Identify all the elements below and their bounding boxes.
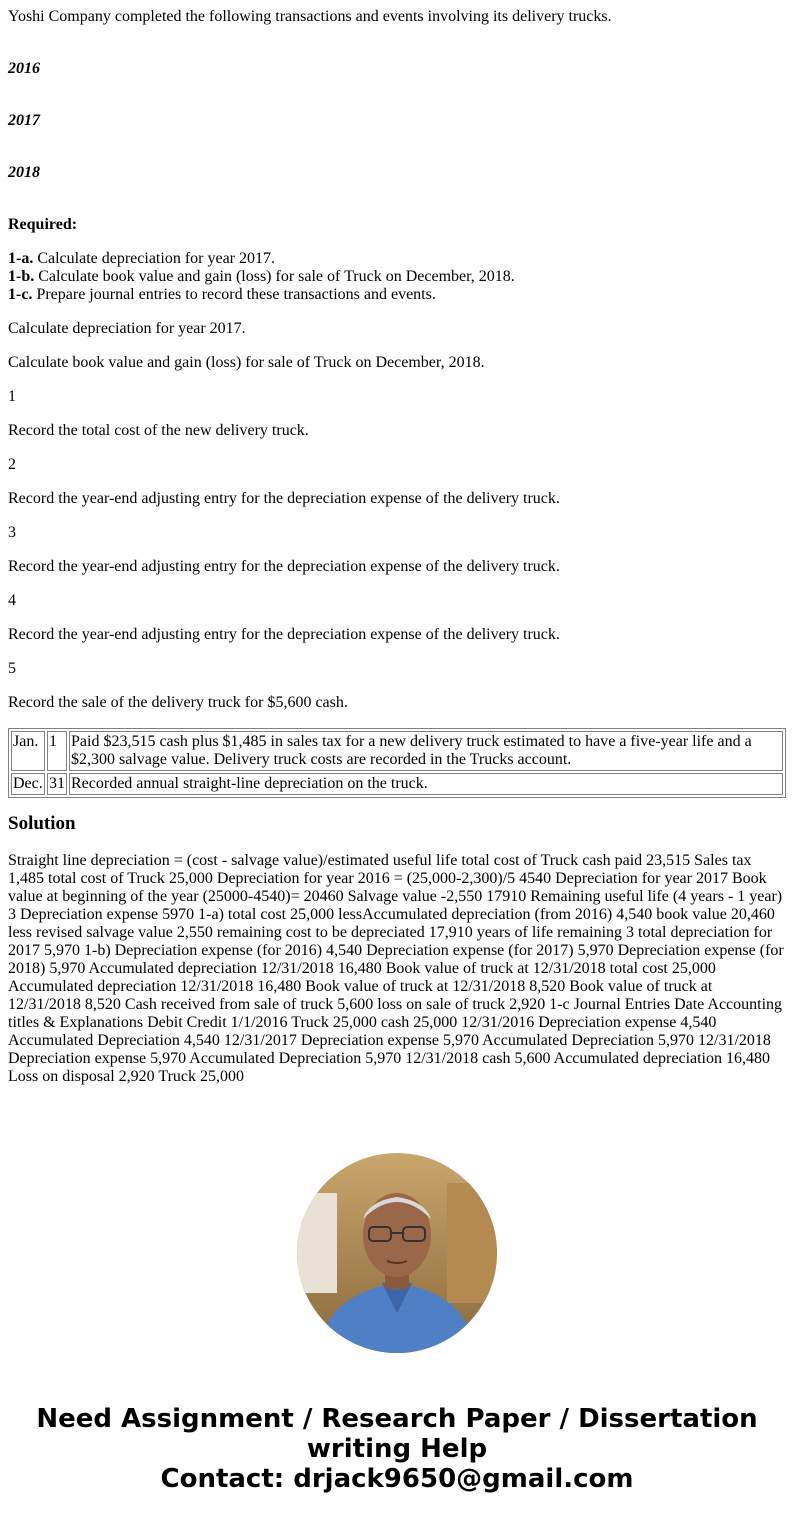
- year-2016: 2016: [8, 60, 40, 77]
- entry-instruction: Record the year-end adjusting entry for the depreciation expense of the delivery truck.: [8, 490, 560, 507]
- entry-number: 3: [8, 524, 16, 541]
- author-photo: [297, 1153, 497, 1353]
- transaction-day: 31: [47, 773, 67, 795]
- requirement-key: 1-b.: [8, 268, 35, 285]
- requirement-item: [8, 250, 515, 268]
- requirement-text: Prepare journal entries to record these transactions and events.: [32, 286, 436, 303]
- transaction-month: Jan.: [11, 731, 45, 771]
- year-2017: 2017: [8, 112, 40, 129]
- transaction-month: Dec.: [11, 773, 45, 795]
- table-row: [11, 773, 783, 795]
- promo-help-text: Need Assignment / Research Paper / Dissertation writing Help: [36, 1404, 758, 1464]
- requirements-list: [8, 250, 515, 304]
- entry-instruction: Record the total cost of the new delivery truck.: [8, 422, 309, 439]
- table-row: [11, 731, 783, 771]
- entry-instruction: Record the year-end adjusting entry for the depreciation expense of the delivery truck.: [8, 626, 560, 643]
- entry-number: 1: [8, 388, 16, 405]
- requirement-item: [8, 286, 515, 304]
- entry-number: 4: [8, 592, 16, 609]
- transactions-table: [8, 728, 786, 798]
- promo-banner: [0, 1404, 794, 1494]
- requirement-text: Calculate book value and gain (loss) for sale of Truck on December, 2018.: [34, 268, 515, 285]
- year-2018: 2018: [8, 164, 40, 181]
- entry-instruction: Record the sale of the delivery truck for $5,600 cash.: [8, 694, 348, 711]
- entry-number: 5: [8, 660, 16, 677]
- transaction-description: Paid $23,515 cash plus $1,485 in sales tax for a new delivery truck estimated to have a five-year life and a $2,300 salvage value. Delivery truck costs are recorded in the Trucks account.: [69, 731, 783, 771]
- requirement-key: 1-c.: [8, 286, 33, 303]
- required-heading: Required:: [8, 216, 78, 233]
- solution-body: Straight line depreciation = (cost - salvage value)/estimated useful life total cost of Truck cash paid 23,515 Sales tax 1,485 total cost of Truck 25,000 Depreciation for year 2016 = (25,000-2,300)/5 4540 Depreciation for year 2017 Book value at beginning of the year (25000-4540)= 20460 Salvage value -2,550 17910 Remaining useful life (4 years - 1 year) 3 Depreciation expense 5970 1-a) total cost 25,000 lessAccumulated depreciation (from 2016) 4,540 book value 20,460 less revised salvage value 2,550 remaining cost to be depreciated 17,910 years of life remaining 3 total depreciation for 2017 5,970 1-b) Depreciation expense (for 2016) 4,540 Depreciation expense (for 2017) 5,970 Depreciation expense (for 2018) 5,970 Accumulated depreciation 12/31/2018 16,480 Book value of truck at 12/31/2018 total cost 25,000 Accumulated depreciation 12/31/2018 16,480 Book value of truck at 12/31/2018 8,520 Book value of truck at 12/31/2018 8,520 Cash received from sale of truck 5,600 loss on sale of truck 2,920 1-c Journal Entries Date Accounting titles & Explanations Debit Credit 1/1/2016 Truck 25,000 cash 25,000 12/31/2016 Depreciation expense 4,540 Accumulated Depreciation 4,540 12/31/2017 Depreciation expense 5,970 Accumulated Depreciation 5,970 12/31/2018 Depreciation expense 5,970 Accumulated Depreciation 5,970 12/31/2018 cash 5,600 Accumulated depreciation 16,480 Loss on disposal 2,920 Truck 25,000: [8, 852, 784, 1085]
- entry-instruction: Record the year-end adjusting entry for the depreciation expense of the delivery truck.: [8, 558, 560, 575]
- transaction-description: Recorded annual straight-line depreciation on the truck.: [69, 773, 783, 795]
- solution-heading: Solution: [8, 813, 76, 834]
- intro-text: Yoshi Company completed the following transactions and events involving its delivery trucks.: [8, 8, 612, 25]
- requirement-item: [8, 268, 515, 286]
- promo-contact: Contact: drjack9650@gmail.com: [160, 1464, 634, 1494]
- task-depreciation-2017: Calculate depreciation for year 2017.: [8, 320, 246, 337]
- task-book-value: Calculate book value and gain (loss) for sale of Truck on December, 2018.: [8, 354, 485, 371]
- entry-number: 2: [8, 456, 16, 473]
- requirement-text: Calculate depreciation for year 2017.: [33, 250, 275, 267]
- requirement-key: 1-a.: [8, 250, 34, 267]
- transaction-day: 1: [47, 731, 67, 771]
- author-photo-illustration: [297, 1153, 497, 1353]
